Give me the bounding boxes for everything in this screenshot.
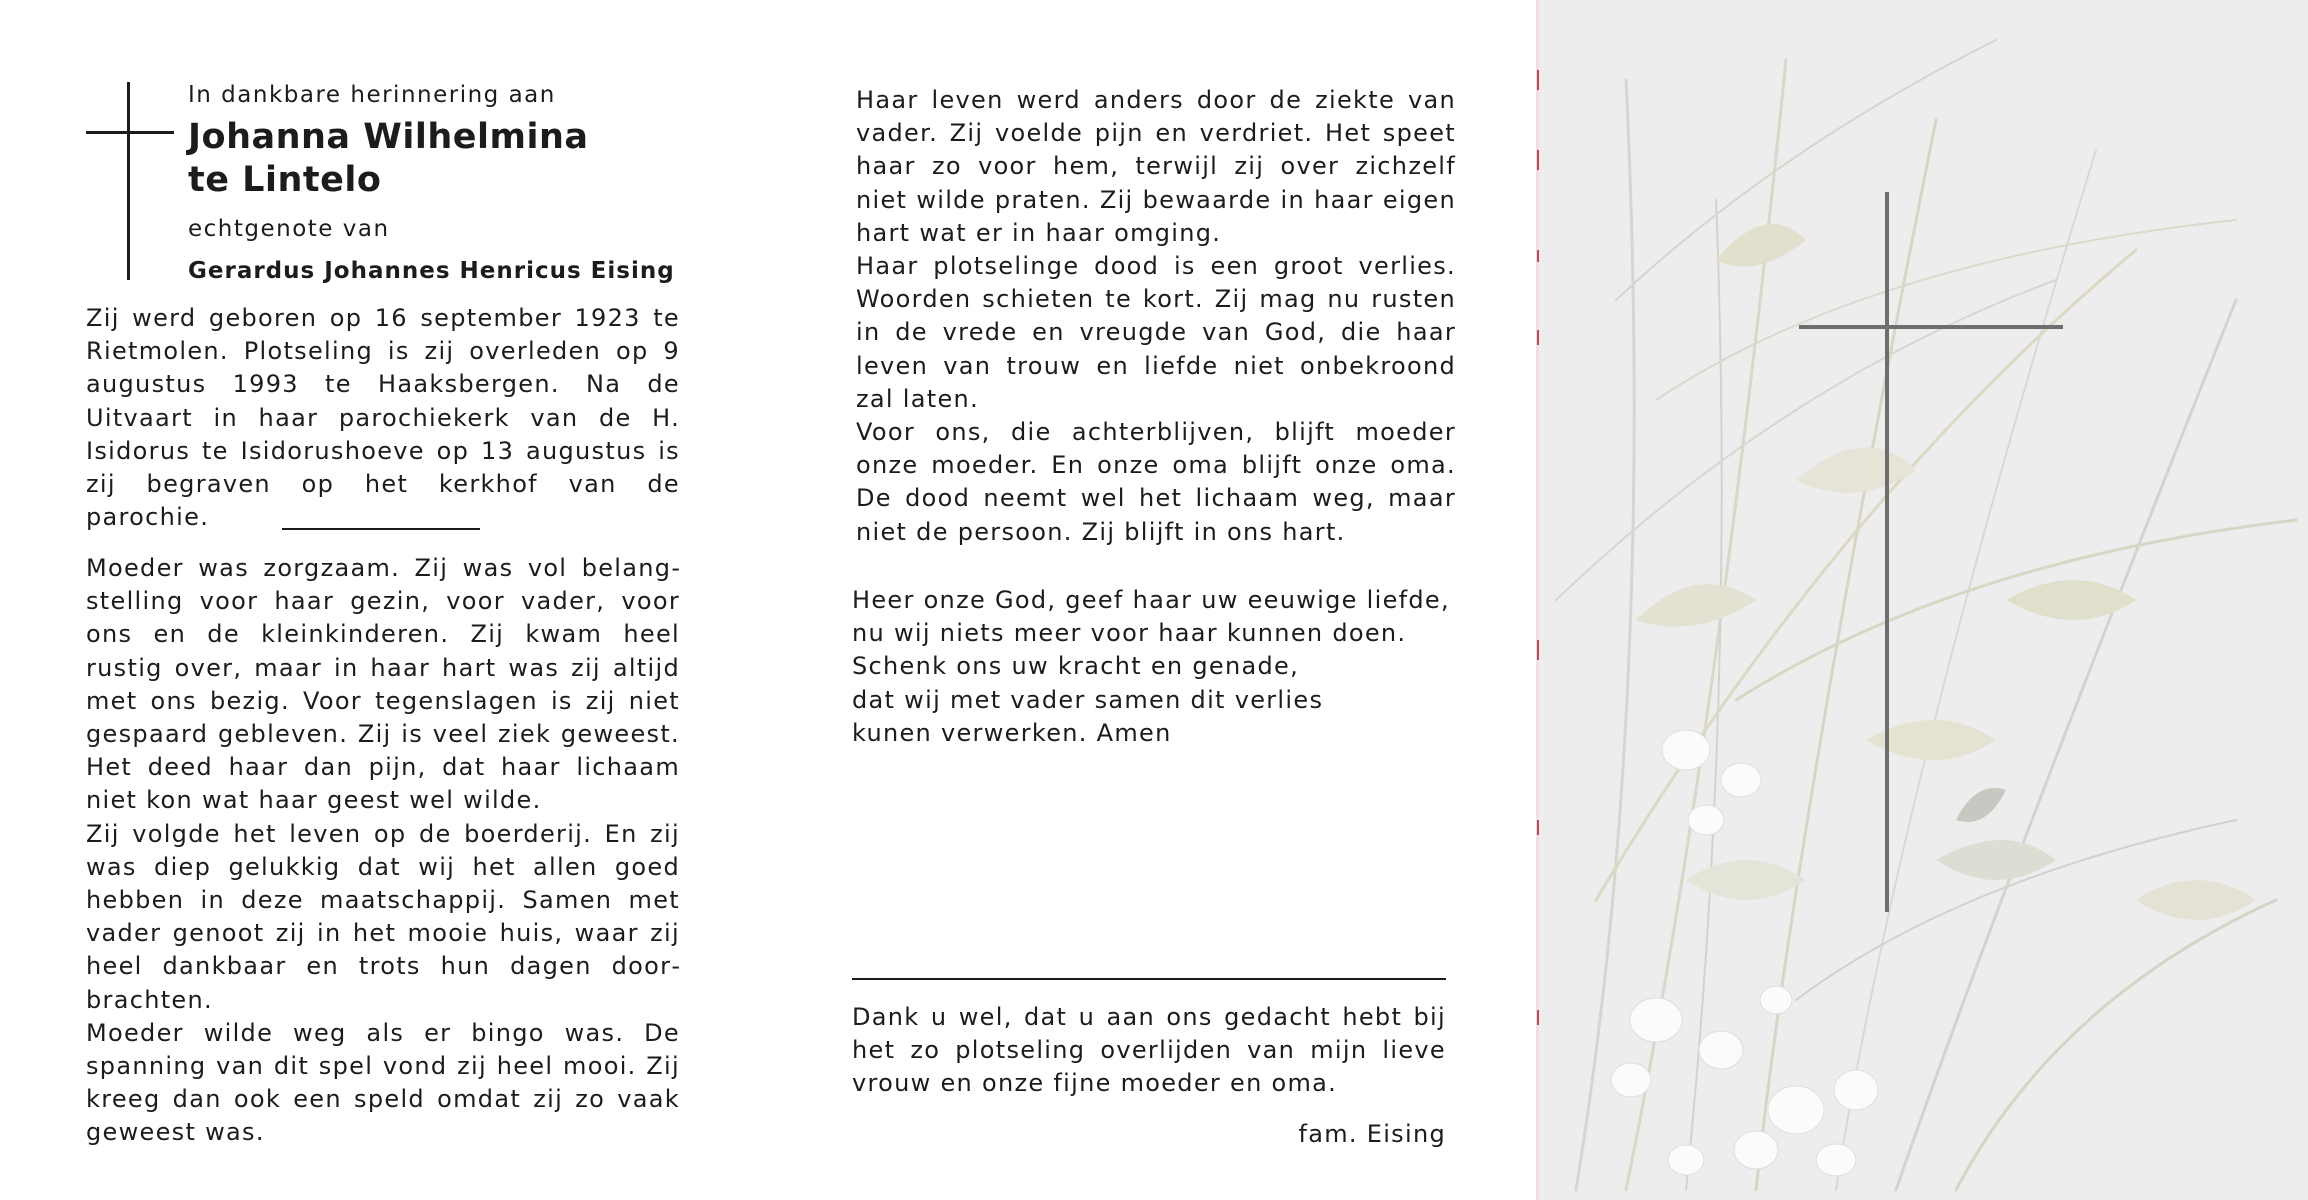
biography-text: Zij werd geboren op 16 september 1923 te Rietmolen. Plotseling is zij overleden op 9 augustus 1993 te Haaksbergen. Na de Uitvaart in haar parochiekerk van de H. Isidorus te Isidorushoeve op 13 augustus is zij begraven op het kerkhof van de parochie. [86, 304, 680, 532]
intro-text: In dankbare herinnering aan [188, 82, 556, 108]
memory-paragraph: Moeder wilde weg als er bingo was. De spanning van dit spel vond zij heel mooi. Zij kreeg dan ook een speld omdat zij zo vaak geweest was. [86, 1018, 680, 1147]
prayer-line: kunen verwerken. Amen [852, 718, 1172, 747]
spouse-label: echtgenote van [188, 216, 390, 242]
reflection-paragraph: Haar leven werd anders door de ziekte van vader. Zij voelde pijn en verdriet. Het speet haar zo voor hem, terwijl zij over zichzelf niet wilde praten. Zij bewaarde in haar eigen hart wat er in haar omging. [856, 86, 1456, 247]
prayer [852, 584, 1472, 750]
spouse-name: Gerardus Johannes Henricus Eising [188, 258, 675, 284]
grass-flowers-illustration [1536, 0, 2308, 1200]
memories [86, 552, 680, 1150]
section-divider [282, 528, 480, 530]
reflection-paragraph: Haar plotselinge dood is een groot verlies. Woorden schieten te kort. Zij mag nu rusten in de vrede en vreugde van God, die haar leven van trouw en liefde niet onbekroond zal laten. [856, 252, 1456, 413]
signature: fam. Eising [1298, 1120, 1446, 1148]
cross-horizontal [1799, 325, 2063, 329]
name-line-2: te Lintelo [188, 160, 382, 200]
deceased-name [188, 116, 708, 202]
thanks-text: Dank u wel, dat u aan ons gedacht hebt bij het zo plotseling overlijden van mijn lieve vrouw en onze fijne moeder en oma. [852, 1003, 1446, 1098]
memory-paragraph: Zij volgde het leven op de boerderij. En zij was diep gelukkig dat wij het allen goed hebben in deze maatschappij. Samen met vader genoot zij in het mooie huis, waar zij heel dankbaar en trots hun dagen doorbrachten. [86, 819, 680, 1014]
middle-panel [760, 0, 1540, 1200]
left-panel [0, 0, 760, 1200]
reflection [856, 84, 1456, 549]
memory-paragraph: Moeder was zorgzaam. Zij was vol belangstelling voor haar gezin, voor vader, voor ons en de kleinkinderen. Zij kwam heel rustig over, maar in haar hart was zij altijd met ons bezig. Voor tegenslagen is zij niet gespaard gebleven. Zij is veel ziek geweest. Het deed haar dan pijn, dat haar lichaam niet kon wat haar geest wel wilde. [86, 554, 680, 815]
header-cross-horizontal [86, 131, 174, 134]
artwork-panel [1536, 0, 2308, 1200]
thanks [852, 1001, 1446, 1101]
header-cross-vertical [127, 82, 130, 280]
header [188, 80, 708, 286]
prayer-line: nu wij niets meer voor haar kunnen doen. [852, 619, 1407, 648]
biography [86, 302, 680, 534]
name-line-1: Johanna Wilhelmina [188, 117, 589, 157]
prayer-line: Heer onze God, geef haar uw eeuwige liefde, [852, 586, 1450, 614]
cross-vertical [1885, 192, 1889, 912]
reflection-paragraph: Voor ons, die achterblijven, blijft moeder onze moeder. En onze oma blijft onze oma. De dood neemt wel het lichaam weg, maar niet de persoon. Zij blijft in ons hart. [856, 418, 1456, 546]
prayer-line: dat wij met vader samen dit verlies [852, 685, 1324, 714]
prayer-line: Schenk ons uw kracht en genade, [852, 652, 1300, 681]
thanks-divider [852, 978, 1446, 980]
